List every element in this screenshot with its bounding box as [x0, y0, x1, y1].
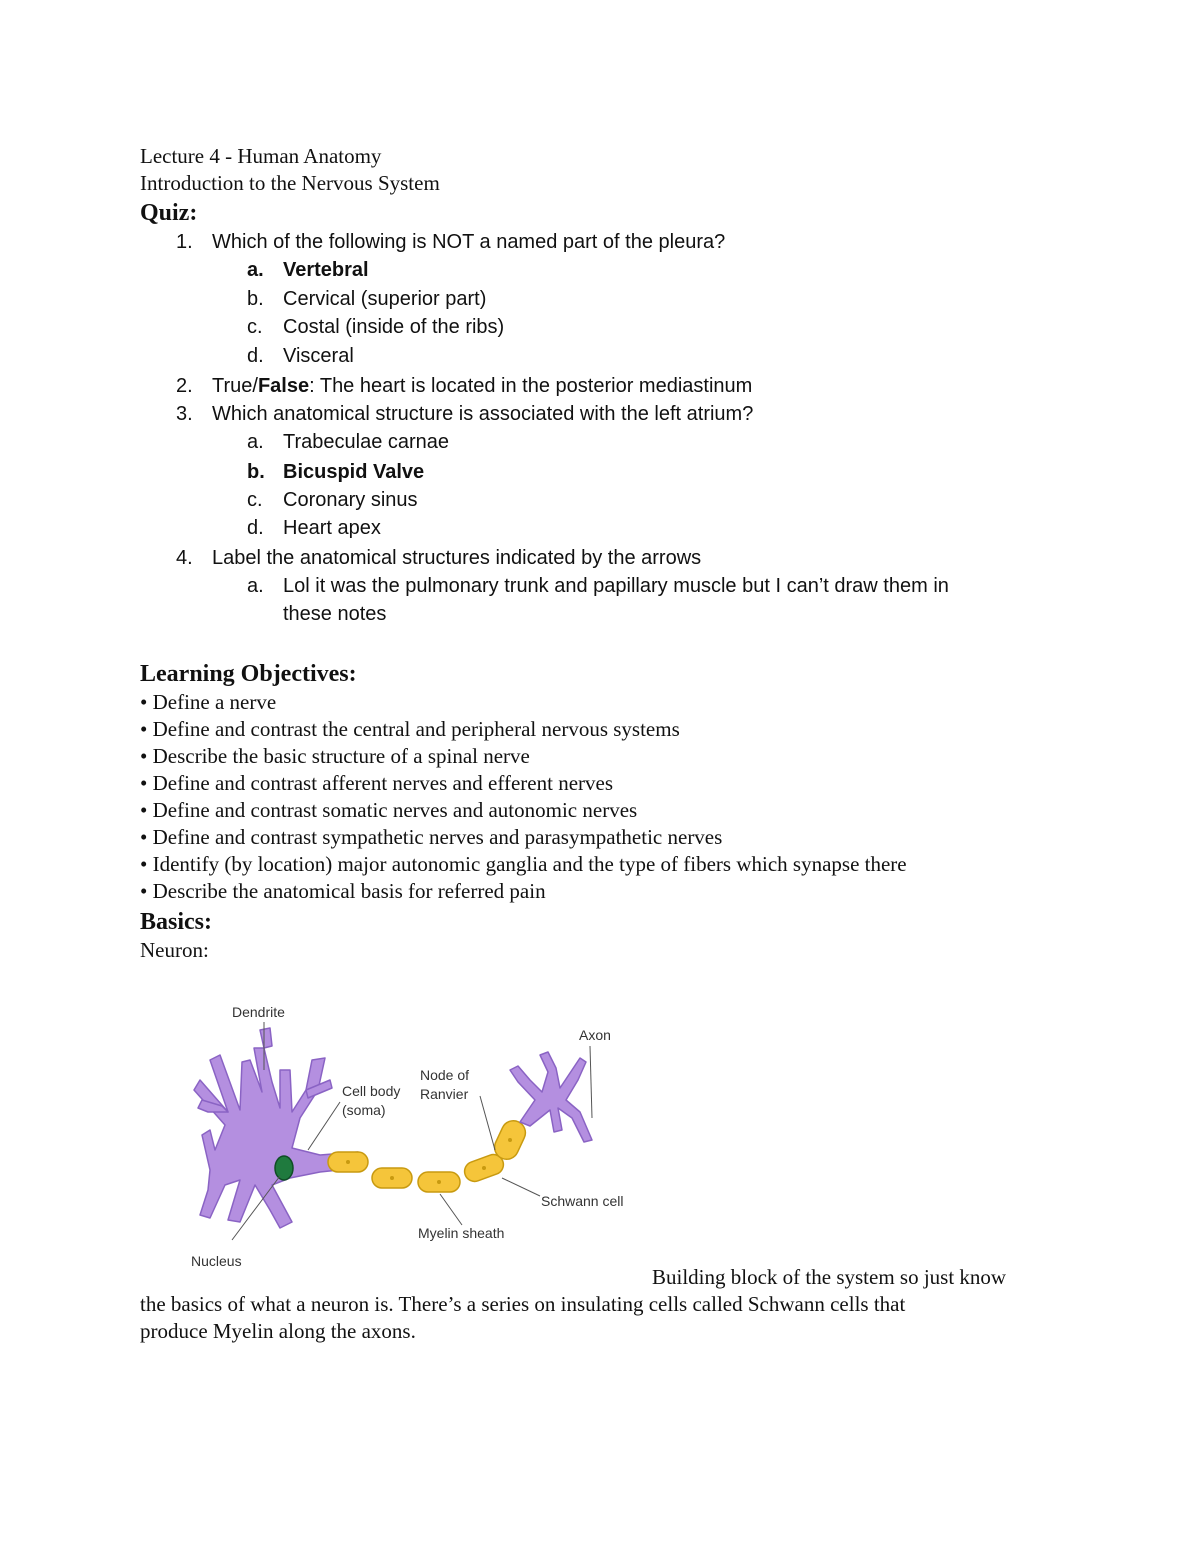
q1-option-d — [247, 342, 354, 371]
option-text: Heart apex — [283, 517, 381, 539]
option-letter: a. — [247, 575, 264, 597]
option-letter: a. — [247, 431, 264, 453]
q3-option-a — [247, 428, 449, 457]
option-letter: c. — [247, 316, 263, 338]
question-number: 3. — [176, 403, 193, 425]
myelin-sheath-segments — [328, 1117, 529, 1192]
ranvier-label: Ranvier — [420, 1086, 469, 1102]
paragraph-line-1: Building block of the system so just know — [652, 1265, 1007, 1289]
quiz-heading: Quiz: — [140, 200, 198, 226]
nucleus-shape — [275, 1156, 293, 1180]
option-letter: d. — [247, 517, 264, 539]
paragraph-line-2: the basics of what a neuron is. There’s a series on insulating cells called Schwann cells that — [140, 1292, 906, 1316]
option-text: Bicuspid Valve — [283, 461, 425, 483]
option-text: Costal (inside of the ribs) — [283, 316, 505, 338]
q3-option-d — [247, 514, 381, 543]
q3-option-b — [247, 458, 424, 487]
q4-answer — [247, 572, 949, 601]
basics-heading: Basics: — [140, 909, 212, 935]
neuron-cell-body — [194, 1028, 358, 1228]
lecture-title: Lecture 4 - Human Anatomy — [140, 144, 382, 168]
list-item: • Identify (by location) major autonomic ganglia and the type of fibers which synapse there — [140, 852, 907, 876]
lecture-subtitle: Introduction to the Nervous System — [140, 171, 440, 195]
q1-option-a — [247, 256, 369, 285]
list-item: • Define and contrast sympathetic nerves and parasympathetic nerves — [140, 825, 723, 849]
question-text: Which of the following is NOT a named part of the pleura? — [212, 231, 726, 253]
option-letter: a. — [247, 259, 264, 281]
neuron-diagram — [180, 1000, 640, 1275]
list-item: • Define and contrast the central and peripheral nervous systems — [140, 717, 680, 741]
list-item: • Define and contrast afferent nerves and efferent nerves — [140, 771, 614, 795]
nucleus-label: Nucleus — [191, 1253, 242, 1269]
list-item: • Define a nerve — [140, 690, 277, 714]
paragraph-line-3: produce Myelin along the axons. — [140, 1319, 416, 1343]
myelin-sheath-label: Myelin sheath — [418, 1225, 505, 1241]
cell-body-label: Cell body — [342, 1083, 401, 1099]
q3-option-c — [247, 486, 418, 515]
question-number: 4. — [176, 547, 193, 569]
question-text: Which anatomical structure is associated with the left atrium? — [212, 403, 754, 425]
quiz-question-3 — [176, 400, 753, 429]
question-answer: False — [257, 375, 310, 397]
question-text: : The heart is located in the posterior mediastinum — [309, 375, 753, 397]
soma-label: (soma) — [342, 1102, 386, 1118]
q1-option-b — [247, 285, 486, 314]
q1-option-c — [247, 313, 504, 342]
question-number: 1. — [176, 231, 193, 253]
list-item: • Describe the basic structure of a spinal nerve — [140, 744, 530, 768]
option-text: Coronary sinus — [283, 489, 418, 511]
list-item: • Define and contrast somatic nerves and autonomic nerves — [140, 798, 638, 822]
question-text: Label the anatomical structures indicated by the arrows — [212, 547, 702, 569]
option-text: Trabeculae carnae — [283, 431, 450, 453]
neuron-label: Neuron: — [140, 938, 209, 962]
objectives-heading: Learning Objectives: — [140, 661, 357, 687]
quiz-question-2 — [176, 372, 752, 401]
node-of-ranvier-label: Node of — [420, 1067, 470, 1083]
option-letter: d. — [247, 345, 264, 367]
option-text: Cervical (superior part) — [283, 288, 487, 310]
quiz-question-1 — [176, 228, 725, 257]
quiz-question-4 — [176, 544, 701, 573]
option-text: Vertebral — [283, 259, 369, 281]
dendrite-label: Dendrite — [232, 1004, 285, 1020]
question-prefix: True/ — [212, 375, 258, 397]
axon-label: Axon — [579, 1027, 611, 1043]
schwann-cell-label: Schwann cell — [541, 1193, 624, 1209]
option-text: Visceral — [283, 345, 354, 367]
list-item: • Describe the anatomical basis for referred pain — [140, 879, 546, 903]
objectives-list — [140, 689, 907, 905]
q4-answer-line-2: these notes — [283, 603, 387, 625]
option-letter: b. — [247, 288, 264, 310]
option-letter: b. — [247, 461, 265, 483]
question-number: 2. — [176, 375, 193, 397]
answer-line-1: Lol it was the pulmonary trunk and papillary muscle but I can’t draw them in — [283, 575, 949, 597]
option-letter: c. — [247, 489, 263, 511]
